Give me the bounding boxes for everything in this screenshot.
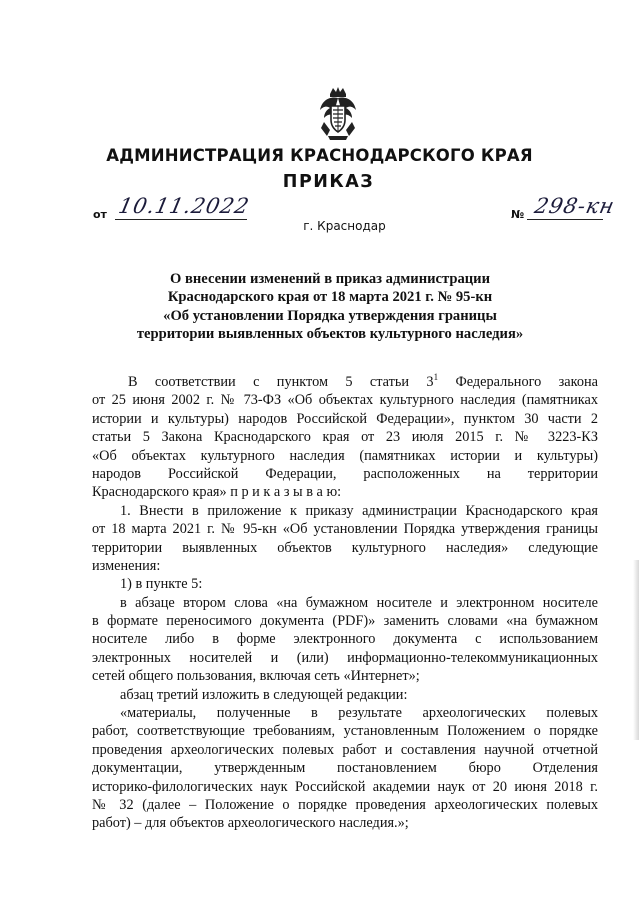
body-line — [92, 796, 598, 814]
body-line — [92, 557, 598, 575]
number-prefix: № — [511, 208, 525, 221]
body-line — [92, 428, 598, 446]
organization-title: АДМИНИСТРАЦИЯ КРАСНОДАРСКОГО КРАЯ — [106, 146, 533, 165]
date-prefix: от — [93, 208, 107, 221]
body-line — [92, 594, 598, 612]
body-line-text: статьи 5 Закона Краснодарского края от 23 июля 2015 г. № 3223-КЗ — [92, 429, 598, 446]
handwritten-date: 10.11.2022 — [116, 194, 252, 218]
city-label: г. Краснодар — [303, 219, 386, 233]
body-line-text: «материалы, полученные в результате археологических полевых — [120, 705, 598, 722]
body-line-text: электронных носителей и (или) информационно-телекоммуникационных — [92, 649, 598, 666]
body-line — [92, 704, 598, 722]
body-line — [92, 539, 598, 557]
body-line-text: № 32 (далее – Положение о порядке проведения археологических полевых — [92, 796, 598, 813]
superscript: 1 — [433, 373, 439, 382]
body-line — [92, 630, 598, 648]
body-line-text: от 18 марта 2021 г. № 95-кн «Об установлении Порядка утверждения границы — [92, 521, 598, 538]
body-line — [92, 465, 598, 483]
handwritten-number: 298-кн — [532, 194, 618, 218]
heading-line: Краснодарского края от 18 марта 2021 г. № 95-кн — [167, 289, 493, 306]
body-line — [92, 722, 598, 740]
document-heading — [100, 270, 560, 344]
document-type-title: ПРИКАЗ — [282, 172, 375, 192]
scan-edge-shadow — [633, 560, 639, 740]
body-line — [92, 502, 598, 520]
body-line-text: документации, утвержденным постановлением бюро Отделения — [92, 760, 598, 777]
body-line-text: работ) – для объектов археологического наследия.»; — [92, 815, 409, 832]
body-line-text: историко-филологических наук Российской академии наук от 20 июня 2018 г. — [92, 778, 598, 795]
heading-line: «Об установлении Порядка утверждения границы — [163, 307, 497, 324]
body-line — [92, 686, 598, 704]
body-line — [92, 373, 598, 391]
body-line — [92, 520, 598, 538]
coat-of-arms-emblem — [318, 86, 358, 140]
body-line — [92, 741, 598, 759]
body-line-text: народов Российской Федерации, расположенных на территории — [92, 465, 598, 482]
body-line — [92, 759, 598, 777]
body-line-text: работ, соответствующие требованиям, установленным Положением о порядке — [92, 723, 598, 740]
body-line — [92, 391, 598, 409]
body-line — [92, 814, 598, 832]
body-line-text: В соответствии с пунктом 5 статьи 3 — [128, 374, 434, 390]
body-line-text: истории и культуры) народов Российской Федерации», пунктом 30 части 2 — [92, 410, 598, 427]
body-line-text: Краснодарского края» п р и к а з ы в а ю: — [92, 484, 342, 501]
body-line — [92, 483, 598, 501]
heading-line: О внесении изменений в приказ администрации — [170, 271, 490, 287]
body-line — [92, 410, 598, 428]
body-line-text: в формате переносимого документа (PDF)» заменить словами «на бумажном — [92, 613, 598, 630]
body-line — [92, 667, 598, 685]
body-line-text: абзац третий изложить в следующей редакции: — [120, 686, 408, 703]
body-line — [92, 575, 598, 593]
body-line-text: сетей общего пользования, включая сеть «Интернет»; — [92, 668, 420, 685]
body-line-text-after: Федерального закона — [438, 374, 598, 390]
body-line-text: «Об объектах культурного наследия (памятниках истории и культуры) — [92, 447, 598, 464]
body-line-text: от 25 июня 2002 г. № 73-ФЗ «Об объектах культурного наследия (памятниках — [92, 392, 598, 409]
body-line-text: проведения археологических полевых работ и составления научной отчетной — [92, 741, 598, 758]
body-line-text: в абзаце втором слова «на бумажном носителе и электронном носителе — [120, 594, 598, 611]
document-body — [92, 373, 598, 833]
body-line-text: 1) в пункте 5: — [120, 576, 203, 593]
body-line — [92, 649, 598, 667]
body-line — [92, 778, 598, 796]
body-line — [92, 612, 598, 630]
heading-line: территории выявленных объектов культурного наследия» — [136, 326, 524, 343]
body-line-text: изменения: — [92, 557, 161, 574]
body-line — [92, 447, 598, 465]
body-line-text: территории выявленных объектов культурного наследия» следующие — [92, 539, 598, 556]
body-line-text: 1. Внести в приложение к приказу администрации Краснодарского края — [120, 502, 598, 519]
body-line-text: носителе либо в форме электронного документа с использованием — [92, 631, 598, 648]
